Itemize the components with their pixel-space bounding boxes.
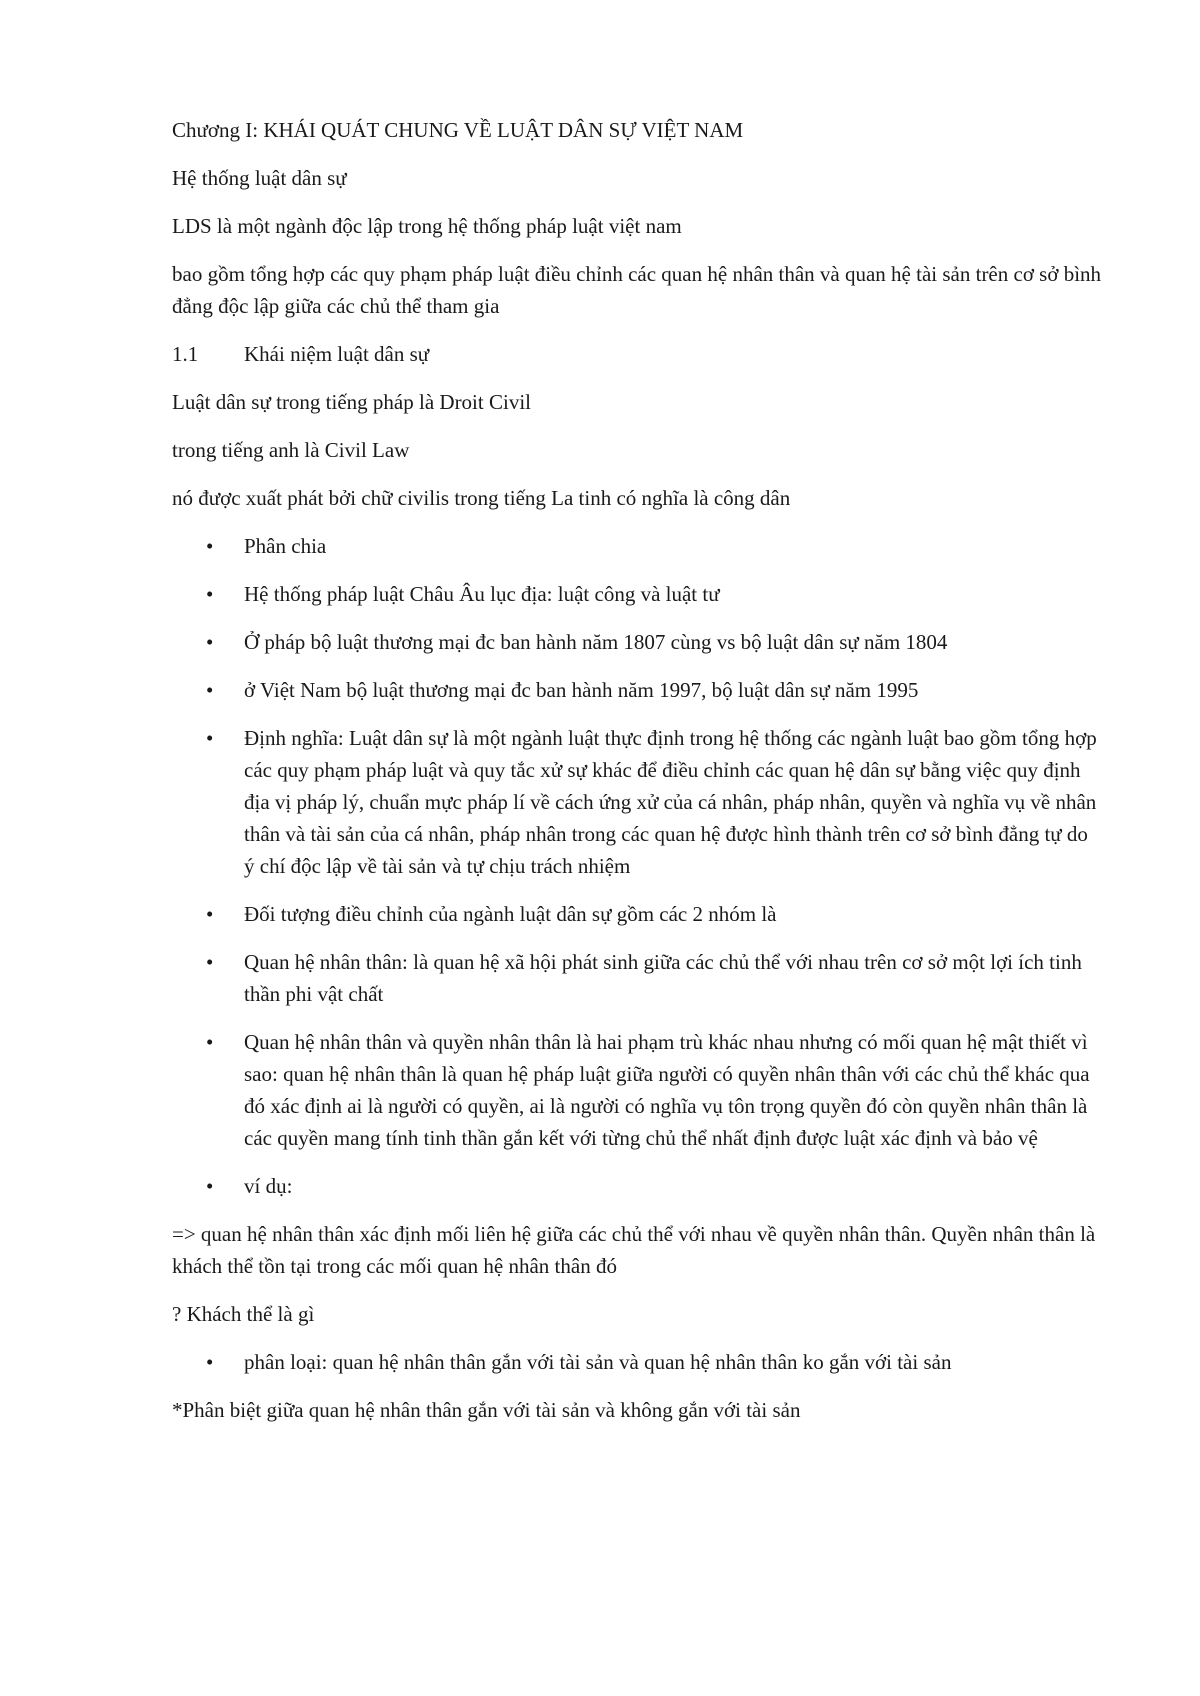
paragraph: nó được xuất phát bởi chữ civilis trong tiếng La tinh có nghĩa là công dân bbox=[172, 486, 791, 510]
bullet-icon: • bbox=[206, 678, 214, 702]
bullet-icon: • bbox=[206, 1350, 214, 1374]
paragraph: Luật dân sự trong tiếng pháp là Droit Civil bbox=[172, 390, 531, 414]
list-item-text: phân loại: quan hệ nhân thân gắn với tài sản và quan hệ nhân thân ko gắn với tài sản bbox=[244, 1350, 952, 1374]
paragraph: *Phân biệt giữa quan hệ nhân thân gắn với tài sản và không gắn với tài sản bbox=[172, 1398, 801, 1422]
list-item bbox=[172, 898, 1102, 930]
list-item-text: Ở pháp bộ luật thương mại đc ban hành năm 1807 cùng vs bộ luật dân sự năm 1804 bbox=[244, 630, 948, 654]
list-item bbox=[172, 626, 1102, 658]
section-title: Khái niệm luật dân sự bbox=[244, 342, 430, 366]
bullet-icon: • bbox=[206, 1030, 214, 1054]
bullet-icon: • bbox=[206, 534, 214, 558]
list-item bbox=[172, 1346, 1102, 1378]
list-item bbox=[172, 674, 1102, 706]
list-item bbox=[172, 1026, 1102, 1154]
paragraph: trong tiếng anh là Civil Law bbox=[172, 438, 410, 462]
list-item-text: Quan hệ nhân thân và quyền nhân thân là hai phạm trù khác nhau nhưng có mối quan hệ mật thiết vì sao: quan hệ nhân thân là quan hệ pháp luật giữa người có quyền nhân thân với các chủ thể khác qua đó xác định ai là người có quyền, ai là người có nghĩa vụ tôn trọng quyền đó còn quyền nhân thân là các quyền mang tính tinh thần gắn kết với từng chủ thể nhất định được luật xác định và bảo vệ bbox=[244, 1030, 1090, 1150]
bullet-icon: • bbox=[206, 1174, 214, 1198]
list-item bbox=[172, 530, 1102, 562]
bullet-icon: • bbox=[206, 902, 214, 926]
bullet-list bbox=[172, 1346, 1102, 1378]
list-item-text: ví dụ: bbox=[244, 1174, 293, 1198]
section-number: 1.1 bbox=[172, 342, 199, 366]
paragraph: Hệ thống luật dân sự bbox=[172, 166, 347, 190]
list-item-text: Phân chia bbox=[244, 534, 327, 558]
list-item-text: Định nghĩa: Luật dân sự là một ngành luật thực định trong hệ thống các ngành luật bao gồm tổng hợp các quy phạm pháp luật và quy tắc xử sự khác để điều chỉnh các quan hệ dân sự bằng việc quy định địa vị pháp lý, chuẩn mực pháp lí về cách ứng xử của cá nhân, pháp nhân, quyền và nghĩa vụ về nhân thân và tài sản của cá nhân, pháp nhân trong các quan hệ được hình thành trên cơ sở bình đẳng tự do ý chí độc lập về tài sản và tự chịu trách nhiệm bbox=[244, 726, 1097, 878]
bullet-list bbox=[172, 530, 1102, 1202]
paragraph: ? Khách thể là gì bbox=[172, 1302, 315, 1326]
bullet-icon: • bbox=[206, 630, 214, 654]
list-item bbox=[172, 1170, 1102, 1202]
bullet-icon: • bbox=[206, 950, 214, 974]
paragraph: bao gồm tổng hợp các quy phạm pháp luật điều chỉnh các quan hệ nhân thân và quan hệ tài sản trên cơ sở bình đẳng độc lập giữa các chủ thể tham gia bbox=[172, 262, 1102, 318]
list-item-text: Đối tượng điều chỉnh của ngành luật dân sự gồm các 2 nhóm là bbox=[244, 902, 777, 926]
list-item bbox=[172, 722, 1102, 882]
bullet-icon: • bbox=[206, 582, 214, 606]
list-item bbox=[172, 946, 1102, 1010]
list-item-text: Quan hệ nhân thân: là quan hệ xã hội phát sinh giữa các chủ thể với nhau trên cơ sở một lợi ích tinh thần phi vật chất bbox=[244, 950, 1082, 1006]
chapter-title: Chương I: KHÁI QUÁT CHUNG VỀ LUẬT DÂN SỰ VIỆT NAM bbox=[172, 118, 744, 142]
paragraph: => quan hệ nhân thân xác định mối liên hệ giữa các chủ thể với nhau về quyền nhân thân. Quyền nhân thân là khách thể tồn tại trong các mối quan hệ nhân thân đó bbox=[172, 1222, 1096, 1278]
list-item-text: Hệ thống pháp luật Châu Âu lục địa: luật công và luật tư bbox=[244, 582, 720, 606]
bullet-icon: • bbox=[206, 726, 214, 750]
paragraph: LDS là một ngành độc lập trong hệ thống pháp luật việt nam bbox=[172, 214, 682, 238]
document-body bbox=[172, 114, 1102, 1442]
list-item-text: ở Việt Nam bộ luật thương mại đc ban hành năm 1997, bộ luật dân sự năm 1995 bbox=[244, 678, 919, 702]
section-heading bbox=[172, 338, 1102, 370]
list-item bbox=[172, 578, 1102, 610]
